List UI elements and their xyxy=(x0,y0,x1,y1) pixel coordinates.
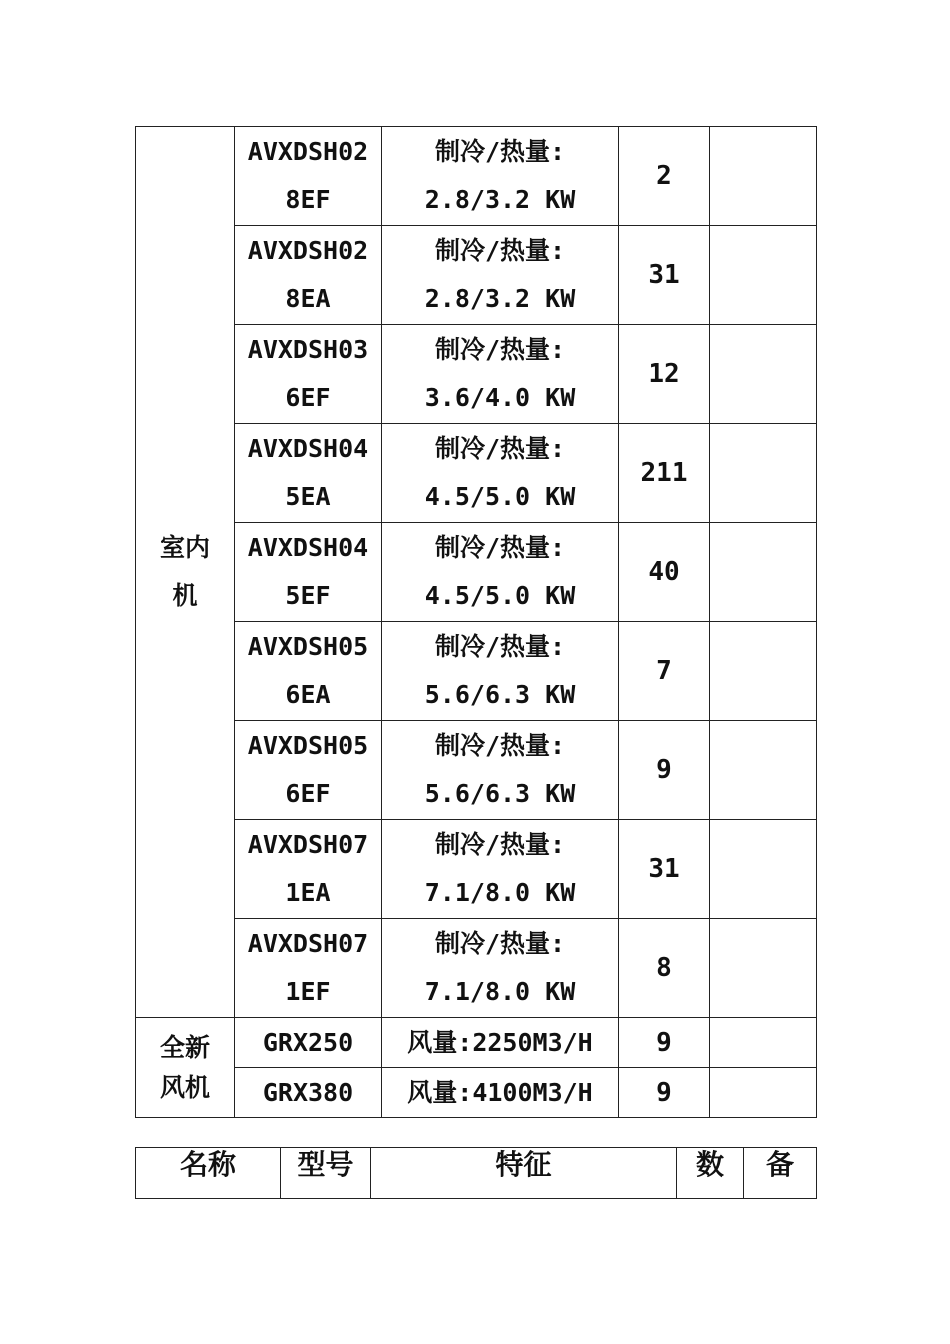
remark-cell xyxy=(710,127,817,226)
spec-cell: 制冷/热量: 4.5/5.0 KW xyxy=(382,523,619,622)
quantity-cell: 9 xyxy=(619,1068,710,1118)
remark-cell xyxy=(710,1068,817,1118)
model-cell: AVXDSH05 6EF xyxy=(235,721,382,820)
table-row xyxy=(136,1018,817,1068)
header-row xyxy=(136,1148,817,1199)
quantity-cell: 2 xyxy=(619,127,710,226)
table-row xyxy=(136,820,817,919)
model-cell: GRX250 xyxy=(235,1018,382,1068)
header-table xyxy=(135,1147,817,1199)
quantity-cell: 40 xyxy=(619,523,710,622)
category-indoor-unit: 室内 机 xyxy=(136,127,235,1018)
remark-cell xyxy=(710,622,817,721)
quantity-cell: 9 xyxy=(619,721,710,820)
header-name: 名称 xyxy=(136,1148,281,1199)
table-row xyxy=(136,424,817,523)
header-features: 特征 xyxy=(371,1148,677,1199)
model-cell: AVXDSH02 8EA xyxy=(235,226,382,325)
spec-cell: 风量:4100M3/H xyxy=(382,1068,619,1118)
remark-cell xyxy=(710,820,817,919)
model-cell: AVXDSH04 5EA xyxy=(235,424,382,523)
model-cell: GRX380 xyxy=(235,1068,382,1118)
table-row xyxy=(136,325,817,424)
spec-cell: 制冷/热量: 5.6/6.3 KW xyxy=(382,622,619,721)
quantity-cell: 12 xyxy=(619,325,710,424)
remark-cell xyxy=(710,919,817,1018)
model-cell: AVXDSH02 8EF xyxy=(235,127,382,226)
remark-cell xyxy=(710,721,817,820)
quantity-cell: 211 xyxy=(619,424,710,523)
quantity-cell: 8 xyxy=(619,919,710,1018)
quantity-cell: 9 xyxy=(619,1018,710,1068)
model-cell: AVXDSH04 5EF xyxy=(235,523,382,622)
remark-cell xyxy=(710,325,817,424)
category-fresh-air-unit: 全新 风机 xyxy=(136,1018,235,1118)
quantity-cell: 31 xyxy=(619,226,710,325)
spec-cell: 风量:2250M3/H xyxy=(382,1018,619,1068)
remark-cell xyxy=(710,523,817,622)
table-row xyxy=(136,127,817,226)
table-row xyxy=(136,523,817,622)
table-row xyxy=(136,226,817,325)
model-cell: AVXDSH07 1EA xyxy=(235,820,382,919)
equipment-table xyxy=(135,126,817,1118)
spec-cell: 制冷/热量: 5.6/6.3 KW xyxy=(382,721,619,820)
spec-cell: 制冷/热量: 4.5/5.0 KW xyxy=(382,424,619,523)
model-cell: AVXDSH05 6EA xyxy=(235,622,382,721)
spec-cell: 制冷/热量: 3.6/4.0 KW xyxy=(382,325,619,424)
quantity-cell: 7 xyxy=(619,622,710,721)
table-row xyxy=(136,1068,817,1118)
quantity-cell: 31 xyxy=(619,820,710,919)
header-model: 型号 xyxy=(281,1148,371,1199)
spec-cell: 制冷/热量: 7.1/8.0 KW xyxy=(382,820,619,919)
model-cell: AVXDSH07 1EF xyxy=(235,919,382,1018)
model-cell: AVXDSH03 6EF xyxy=(235,325,382,424)
table-row xyxy=(136,622,817,721)
table-row xyxy=(136,919,817,1018)
remark-cell xyxy=(710,226,817,325)
remark-cell xyxy=(710,424,817,523)
spec-cell: 制冷/热量: 7.1/8.0 KW xyxy=(382,919,619,1018)
spec-cell: 制冷/热量: 2.8/3.2 KW xyxy=(382,127,619,226)
header-quantity: 数 xyxy=(677,1148,744,1199)
header-remarks: 备 xyxy=(744,1148,817,1199)
table-row xyxy=(136,721,817,820)
spec-cell: 制冷/热量: 2.8/3.2 KW xyxy=(382,226,619,325)
remark-cell xyxy=(710,1018,817,1068)
